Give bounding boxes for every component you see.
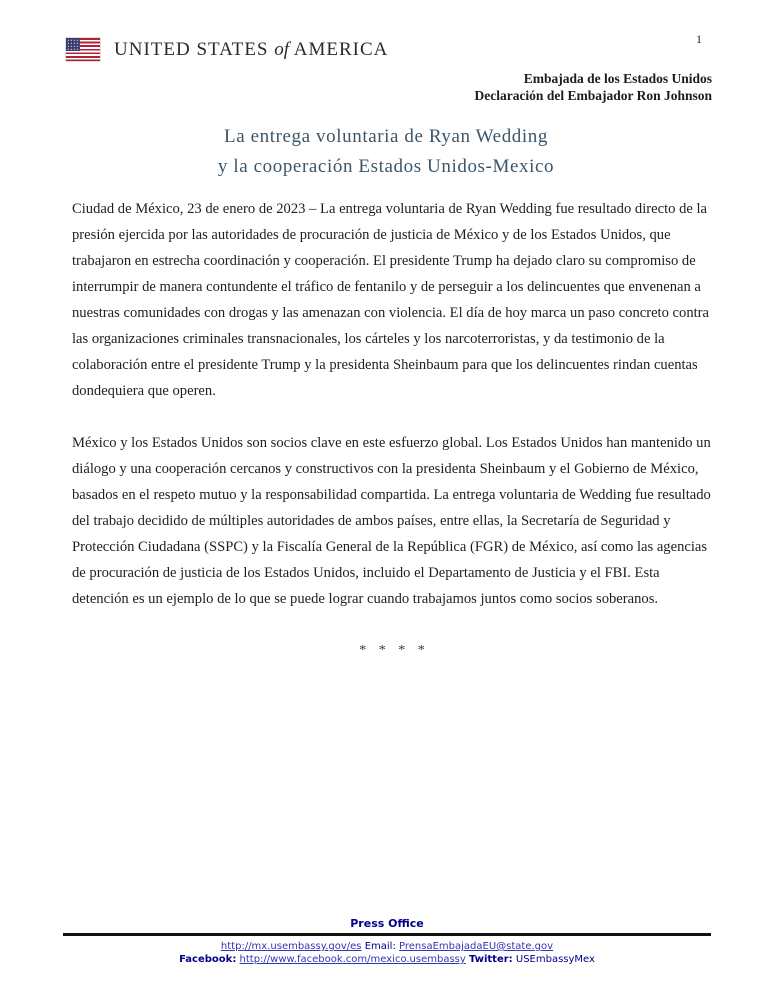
- section-separator: * * * *: [359, 643, 425, 658]
- press-office-heading: Press Office: [350, 917, 424, 930]
- press-email-link[interactable]: PrensaEmbajadaEU@state.gov: [399, 941, 554, 952]
- page-number: 1: [696, 32, 702, 46]
- footer-line-1: [63, 940, 711, 953]
- flag-canton: [66, 38, 80, 51]
- paragraph-1: Ciudad de México, 23 de enero de 2023 – La entrega voluntaria de Ryan Wedding fue resultado directo de la presión ejercida por las autoridades de procuración de justicia de México y de los Estados Unidos, que trabajaron en estrecha coordinación y cooperación. El presidente Trump ha dejado claro su compromiso de interrumpir de manera contundente el tráfico de fentanilo y de perseguir a los delincuentes que envenenan a nuestras comunidades con drogas y las amenazan con violencia. El día de hoy marca un paso concreto contra las organizaciones criminales transnacionales, los cárteles y los narcoterroristas, y da testimonio de la colaboración entre el presidente Trump y la presidenta Sheinbaum para que los delincuentes rindan cuentas dondequiera que operen.: [72, 201, 710, 399]
- facebook-link[interactable]: http://www.facebook.com/mexico.usembassy: [239, 954, 466, 965]
- title-line-2: y la cooperación Estados Unidos-Mexico: [217, 156, 555, 177]
- twitter-handle: USEmbassyMex: [515, 954, 595, 965]
- title-line-1: La entrega voluntaria de Ryan Wedding: [224, 126, 548, 147]
- document-title: [0, 122, 772, 182]
- org-line-embassy: Embajada de los Estados Unidos: [523, 71, 712, 86]
- us-wordmark: [114, 39, 388, 61]
- email-label: Email:: [364, 941, 396, 952]
- us-flag-icon: [66, 38, 100, 61]
- footer-line-2: [63, 953, 711, 966]
- org-line-statement: Declaración del Embajador Ron Johnson: [474, 88, 712, 103]
- header-brand: [66, 38, 388, 61]
- wordmark-post: AMERICA: [293, 38, 389, 60]
- wordmark-pre: UNITED STATES: [114, 38, 269, 60]
- twitter-label: Twitter:: [469, 954, 513, 965]
- footer-divider: [63, 933, 711, 936]
- document-body: [72, 196, 712, 664]
- paragraph-2: México y los Estados Unidos son socios clave en este esfuerzo global. Los Estados Unidos han mantenido un diálogo y una cooperación cercanos y constructivos con la presidenta Sheinbaum y el Gobierno de México, basados en el respeto mutuo y la responsabilidad compartida. La entrega voluntaria de Wedding fue resultado del trabajo decidido de múltiples autoridades de ambos países, entre ellas, la Secretaría de Seguridad y Protección Ciudadana (SSPC) y la Fiscalía General de la República (FGR) de México, así como las agencias de procuración de justicia de los Estados Unidos, incluido el Departamento de Justicia y el FBI. Esta detención es un ejemplo de lo que se puede lograr cuando trabajamos juntos como socios soberanos.: [72, 435, 711, 607]
- footer: [63, 917, 711, 966]
- embassy-site-link[interactable]: http://mx.usembassy.gov/es: [220, 941, 362, 952]
- facebook-label: Facebook:: [179, 954, 237, 965]
- wordmark-of: of: [274, 38, 290, 60]
- org-block: [474, 70, 712, 104]
